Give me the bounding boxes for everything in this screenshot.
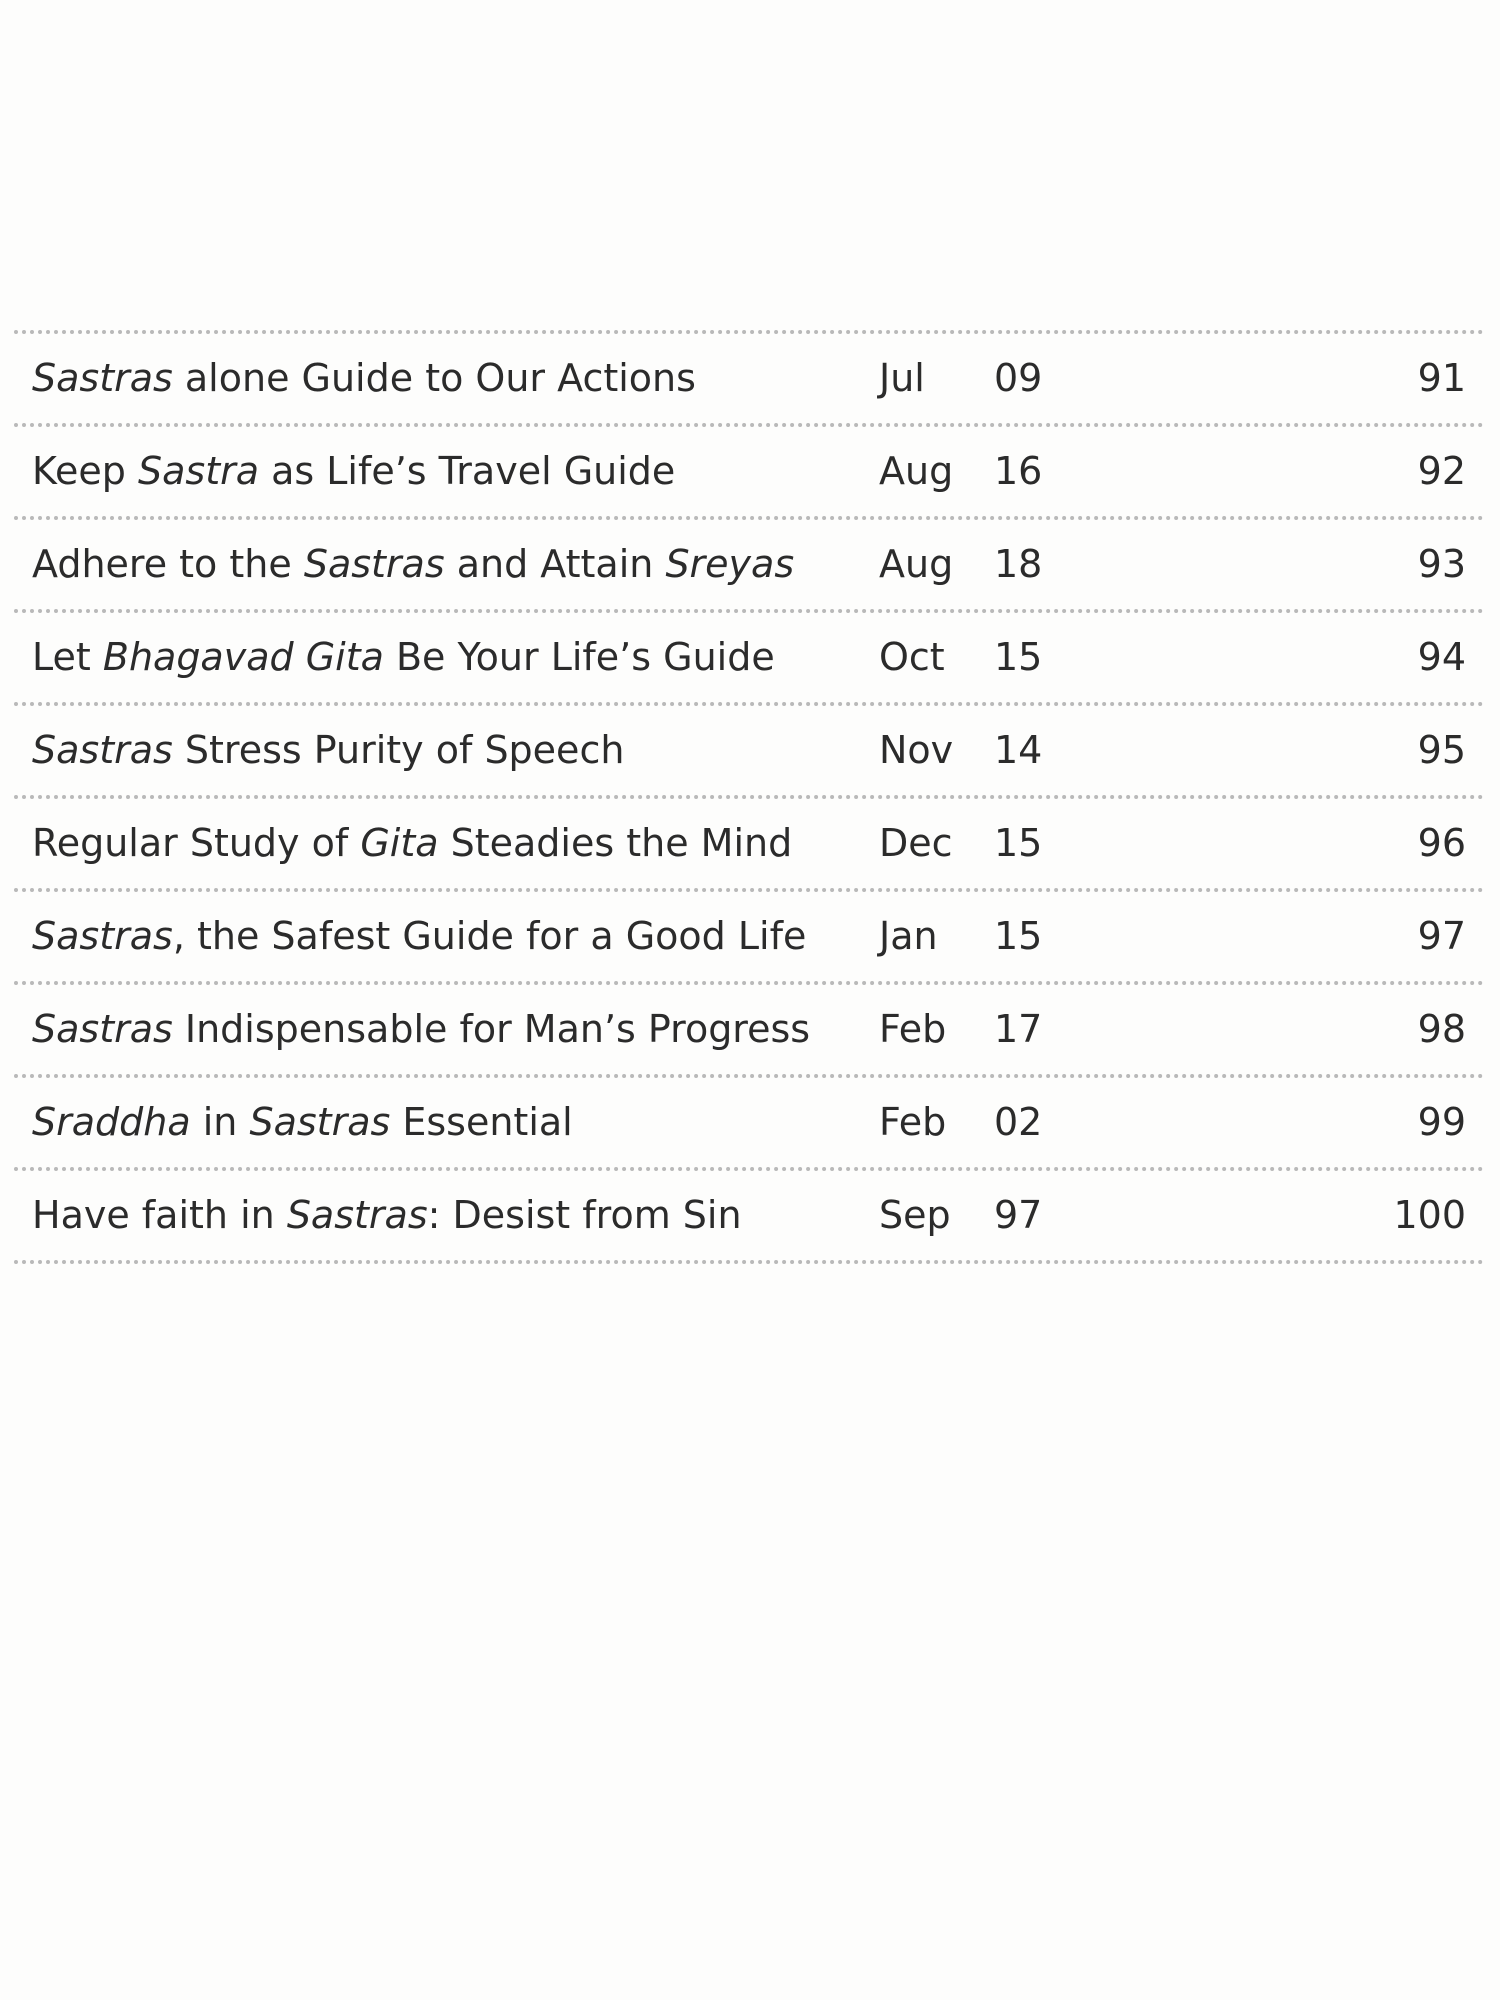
title-fragment: Sraddha <box>32 1100 191 1144</box>
toc-entry-9 <box>14 1078 1484 1171</box>
title-fragment: Essential <box>390 1100 573 1144</box>
title-fragment: Sastras <box>286 1193 428 1237</box>
toc-entry-1 <box>14 334 1484 427</box>
entry-day: 15 <box>994 914 1043 958</box>
title-fragment: Sastras <box>32 356 173 400</box>
title-fragment: Sastras <box>32 1007 173 1051</box>
entry-month: Aug <box>879 542 954 586</box>
entry-title <box>32 334 696 423</box>
entry-month: Dec <box>879 821 953 865</box>
title-fragment: Sastras <box>249 1100 391 1144</box>
entry-day: 97 <box>994 1193 1043 1237</box>
entry-page-number: 94 <box>1417 635 1466 679</box>
title-fragment: Steadies the Mind <box>438 821 793 865</box>
entry-month: Sep <box>879 1193 951 1237</box>
entry-day: 16 <box>994 449 1043 493</box>
title-fragment: alone Guide to Our Actions <box>172 356 696 400</box>
entry-day: 15 <box>994 635 1043 679</box>
entry-page-number: 91 <box>1417 356 1466 400</box>
entry-day: 18 <box>994 542 1043 586</box>
toc-entry-6 <box>14 799 1484 892</box>
toc-entry-8 <box>14 985 1484 1078</box>
title-fragment: as Life’s Travel Guide <box>259 449 676 493</box>
entry-title <box>32 892 806 981</box>
entry-day: 02 <box>994 1100 1043 1144</box>
entry-title <box>32 613 775 702</box>
entry-page-number: 96 <box>1417 821 1466 865</box>
title-fragment: Keep <box>32 449 138 493</box>
title-fragment: and Attain <box>444 542 666 586</box>
entry-page-number: 93 <box>1417 542 1466 586</box>
entry-day: 15 <box>994 821 1043 865</box>
title-fragment: Regular Study of <box>32 821 361 865</box>
title-fragment: Indispensable for Man’s Progress <box>172 1007 811 1051</box>
title-fragment: Sastras <box>32 728 173 772</box>
entry-day: 14 <box>994 728 1043 772</box>
entry-title <box>32 520 794 609</box>
entry-title <box>32 427 675 516</box>
title-fragment: , the Safest Guide for a Good Life <box>172 914 807 958</box>
entry-title <box>32 985 810 1074</box>
title-fragment: : Desist from Sin <box>427 1193 742 1237</box>
title-fragment: Gita <box>360 821 439 865</box>
entry-day: 17 <box>994 1007 1043 1051</box>
toc-entry-3 <box>14 520 1484 613</box>
toc-entry-4 <box>14 613 1484 706</box>
entry-month: Jul <box>879 356 925 400</box>
entry-page-number: 100 <box>1393 1193 1466 1237</box>
entry-month: Jan <box>879 914 938 958</box>
title-fragment: Stress Purity of Speech <box>172 728 625 772</box>
entry-title <box>32 799 792 888</box>
toc-entry-7 <box>14 892 1484 985</box>
title-fragment: Let <box>32 635 103 679</box>
title-fragment: Be Your Life’s Guide <box>383 635 775 679</box>
title-fragment: Sastras <box>32 914 173 958</box>
entry-month: Aug <box>879 449 954 493</box>
title-fragment: Sreyas <box>665 542 795 586</box>
entry-day: 09 <box>994 356 1043 400</box>
entry-month: Feb <box>879 1007 947 1051</box>
entry-month: Nov <box>879 728 954 772</box>
toc-entry-2 <box>14 427 1484 520</box>
entry-page-number: 99 <box>1417 1100 1466 1144</box>
title-fragment: Sastras <box>303 542 445 586</box>
title-fragment: Adhere to the <box>32 542 304 586</box>
entry-month: Oct <box>879 635 945 679</box>
table-of-contents <box>14 330 1484 1264</box>
entry-page-number: 92 <box>1417 449 1466 493</box>
entry-page-number: 97 <box>1417 914 1466 958</box>
entry-title <box>32 1078 573 1167</box>
toc-entry-10 <box>14 1171 1484 1264</box>
title-fragment: Sastra <box>137 449 259 493</box>
entry-title <box>32 1171 742 1260</box>
toc-entry-5 <box>14 706 1484 799</box>
title-fragment: Bhagavad Gita <box>102 635 384 679</box>
title-fragment: Have faith in <box>32 1193 287 1237</box>
entry-month: Feb <box>879 1100 947 1144</box>
entry-page-number: 95 <box>1417 728 1466 772</box>
entry-title <box>32 706 624 795</box>
title-fragment: in <box>190 1100 250 1144</box>
entry-page-number: 98 <box>1417 1007 1466 1051</box>
